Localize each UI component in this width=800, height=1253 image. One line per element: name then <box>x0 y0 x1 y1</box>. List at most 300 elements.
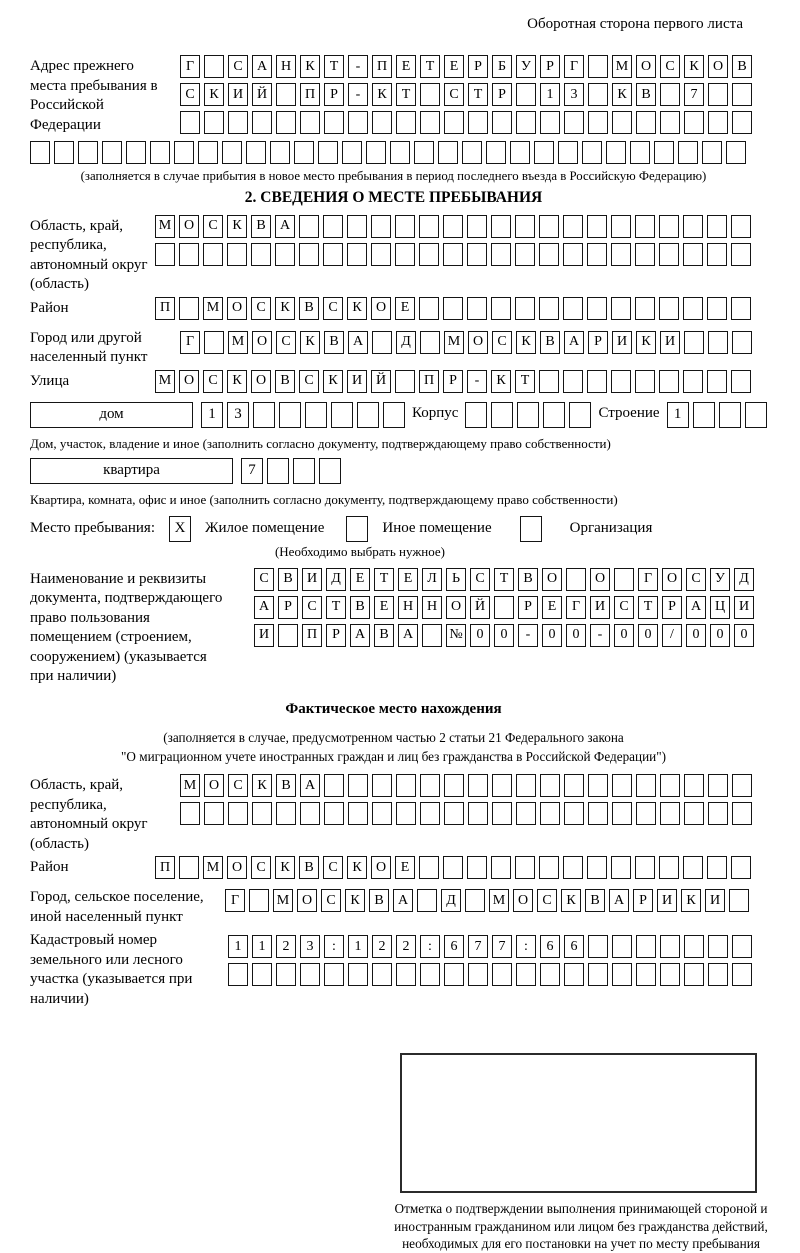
form-cell <box>267 458 289 484</box>
form-cell: И <box>347 370 367 393</box>
form-cell <box>372 774 392 797</box>
form-cell: М <box>203 856 223 879</box>
form-cell <box>563 370 583 393</box>
form-cell <box>660 802 680 825</box>
form-cell: О <box>371 856 391 879</box>
form-cell <box>279 402 301 428</box>
form-cell: 1 <box>540 83 560 106</box>
form-cell <box>227 243 247 266</box>
form-cell <box>203 243 223 266</box>
form-cell <box>222 141 242 164</box>
form-cell <box>371 215 391 238</box>
district-row <box>155 297 757 320</box>
form-cell <box>587 856 607 879</box>
form-cell <box>492 774 512 797</box>
form-cell: О <box>297 889 317 912</box>
form-cell: О <box>590 568 610 591</box>
form-cell: В <box>636 83 656 106</box>
region-row-2 <box>155 243 757 266</box>
form-cell <box>331 402 353 428</box>
form-cell <box>102 141 122 164</box>
form-cell <box>420 83 440 106</box>
form-cell: 1 <box>228 935 248 958</box>
form-cell: Б <box>492 55 512 78</box>
page-side-note: Оборотная сторона первого листа <box>527 16 743 32</box>
form-cell: 7 <box>492 935 512 958</box>
form-cell <box>444 963 464 986</box>
form-cell: А <box>686 596 706 619</box>
district-label: Район <box>30 299 69 316</box>
form-cell <box>587 370 607 393</box>
form-cell: Г <box>180 55 200 78</box>
form-cell <box>467 215 487 238</box>
form-cell <box>708 111 728 134</box>
form-cell <box>540 963 560 986</box>
apartment-note: Квартира, комната, офис и иное (заполнить согласно документу, подтверждающему право собственности) <box>30 491 618 507</box>
form-cell: 1 <box>201 402 223 428</box>
form-cell: К <box>275 297 295 320</box>
form-cell <box>228 111 248 134</box>
form-cell: 2 <box>372 935 392 958</box>
form-cell <box>726 141 746 164</box>
form-cell <box>346 516 368 542</box>
document-row-1 <box>254 568 757 591</box>
form-cell: Т <box>638 596 658 619</box>
form-cell <box>539 215 559 238</box>
form-cell: Д <box>326 568 346 591</box>
form-cell: И <box>657 889 677 912</box>
form-cell <box>347 243 367 266</box>
region-field <box>30 215 757 295</box>
form-cell <box>179 243 199 266</box>
form-cell <box>198 141 218 164</box>
street-field <box>30 370 757 398</box>
form-cell: М <box>489 889 509 912</box>
form-cell: О <box>371 297 391 320</box>
document-row-2 <box>254 596 757 619</box>
form-cell: П <box>372 55 392 78</box>
form-cell <box>684 935 704 958</box>
form-cell <box>324 802 344 825</box>
form-cell <box>443 856 463 879</box>
form-cell <box>515 215 535 238</box>
form-cell: П <box>155 856 175 879</box>
form-cell: А <box>393 889 413 912</box>
form-cell: Й <box>252 83 272 106</box>
form-cell: М <box>444 331 464 354</box>
form-cell <box>516 83 536 106</box>
form-cell <box>731 215 751 238</box>
form-cell <box>419 297 439 320</box>
form-cell: Р <box>278 596 298 619</box>
region-label: Область, край, республика, автономный округ (область) <box>30 217 148 293</box>
form-cell <box>467 243 487 266</box>
form-cell: Л <box>422 568 442 591</box>
apartment-row <box>30 458 757 489</box>
form-cell <box>587 215 607 238</box>
form-cell: В <box>278 568 298 591</box>
form-cell: 0 <box>614 624 634 647</box>
form-cell <box>444 802 464 825</box>
prev-address-note: (заполняется в случае прибытия в новое место пребывания в период последнего въезда в Российскую Федерацию) <box>80 169 707 183</box>
form-cell <box>612 935 632 958</box>
form-cell: О <box>468 331 488 354</box>
form-cell <box>318 141 338 164</box>
cadastral-label: Кадастровый номер земельного или лесного участка (указывается при наличии) <box>30 932 193 1007</box>
form-cell: Т <box>515 370 535 393</box>
form-cell <box>702 141 722 164</box>
form-cell: : <box>324 935 344 958</box>
form-cell <box>515 856 535 879</box>
form-cell <box>563 297 583 320</box>
form-cell: А <box>398 624 418 647</box>
form-cell: С <box>254 568 274 591</box>
form-cell <box>516 963 536 986</box>
form-cell: Е <box>444 55 464 78</box>
form-cell: Р <box>633 889 653 912</box>
form-cell <box>252 963 272 986</box>
form-cell <box>684 963 704 986</box>
form-cell <box>228 963 248 986</box>
law-note-line-1: (заполняется в случае, предусмотренном частью 2 статьи 21 Федерального закона <box>163 729 624 745</box>
form-cell <box>708 802 728 825</box>
form-cell <box>414 141 434 164</box>
form-cell <box>732 802 752 825</box>
form-cell: С <box>323 297 343 320</box>
form-cell <box>660 83 680 106</box>
form-cell <box>563 215 583 238</box>
form-cell: О <box>708 55 728 78</box>
stay-type-note: (Необходимо выбрать нужное) <box>274 543 446 559</box>
form-cell: К <box>681 889 701 912</box>
form-cell: П <box>300 83 320 106</box>
document-label: Наименование и реквизиты документа, подтверждающего право пользования помещением (строением, сооружением) (указывается при наличии) <box>30 570 223 685</box>
form-cell <box>372 331 392 354</box>
form-cell <box>179 297 199 320</box>
form-cell: Р <box>492 83 512 106</box>
form-cell <box>683 215 703 238</box>
form-cell: О <box>179 215 199 238</box>
form-cell <box>468 802 488 825</box>
form-cell <box>278 624 298 647</box>
form-cell: М <box>228 331 248 354</box>
form-cell <box>564 802 584 825</box>
form-cell: Е <box>396 55 416 78</box>
stay-type-option-other: Иное помещение <box>382 520 492 537</box>
stay-type-row <box>30 516 757 542</box>
actual-region-row-2 <box>180 802 757 825</box>
form-cell <box>732 111 752 134</box>
form-cell <box>494 596 514 619</box>
form-cell <box>420 331 440 354</box>
form-cell <box>515 243 535 266</box>
form-cell: Е <box>374 596 394 619</box>
prev-address-row-4 <box>30 141 757 164</box>
form-cell: Г <box>180 331 200 354</box>
form-cell <box>204 331 224 354</box>
form-cell <box>390 141 410 164</box>
form-cell <box>468 774 488 797</box>
form-cell: С <box>660 55 680 78</box>
region-rows <box>155 215 757 271</box>
actual-region-field <box>30 774 757 854</box>
form-cell: С <box>470 568 490 591</box>
stay-type-checkbox-organization <box>520 516 546 542</box>
form-cell: С <box>302 596 322 619</box>
form-cell <box>491 402 513 428</box>
form-cell <box>180 111 200 134</box>
registration-stamp-note: Отметка о подтверждении выполнения принимающей стороной и иностранным гражданином или лицом без гражданства действий, необходимых для его постановки на учет по месту пребывания <box>394 1201 768 1252</box>
form-cell <box>659 370 679 393</box>
form-cell <box>588 83 608 106</box>
form-cell <box>348 774 368 797</box>
form-cell <box>443 297 463 320</box>
form-cell: М <box>180 774 200 797</box>
actual-region-row-1 <box>180 774 757 797</box>
form-cell: С <box>276 331 296 354</box>
form-cell: П <box>155 297 175 320</box>
form-cell: И <box>660 331 680 354</box>
form-cell <box>54 141 74 164</box>
korpus-cells <box>465 402 595 428</box>
form-cell: К <box>323 370 343 393</box>
form-cell: В <box>374 624 394 647</box>
form-cell: Р <box>518 596 538 619</box>
form-cell: Т <box>374 568 394 591</box>
form-cell <box>611 856 631 879</box>
form-cell: 3 <box>300 935 320 958</box>
form-cell: 0 <box>542 624 562 647</box>
form-cell <box>348 963 368 986</box>
form-cell: - <box>348 83 368 106</box>
form-cell <box>150 141 170 164</box>
form-cell <box>510 141 530 164</box>
form-cell <box>396 963 416 986</box>
form-cell <box>420 963 440 986</box>
form-cell <box>324 963 344 986</box>
form-cell: К <box>372 83 392 106</box>
form-cell <box>516 802 536 825</box>
prev-address-field <box>30 55 757 139</box>
stay-type-option-organization: Организация <box>569 520 653 537</box>
stay-type-label: Место пребывания: <box>30 520 155 537</box>
form-cell <box>654 141 674 164</box>
document-field <box>30 568 757 687</box>
house-number-cells <box>201 402 409 428</box>
form-cell: 7 <box>684 83 704 106</box>
form-cell: С <box>251 297 271 320</box>
form-cell <box>660 963 680 986</box>
form-cell: В <box>518 568 538 591</box>
form-cell <box>635 215 655 238</box>
form-cell <box>357 402 379 428</box>
form-cell: В <box>350 596 370 619</box>
form-cell: 0 <box>470 624 490 647</box>
form-cell <box>684 774 704 797</box>
city-row <box>180 331 757 354</box>
form-cell <box>563 243 583 266</box>
form-cell <box>539 297 559 320</box>
form-cell: М <box>155 215 175 238</box>
form-cell <box>467 856 487 879</box>
form-cell <box>612 774 632 797</box>
form-cell <box>731 243 751 266</box>
form-cell: Е <box>398 568 418 591</box>
form-cell <box>276 963 296 986</box>
form-cell <box>438 141 458 164</box>
form-cell <box>516 774 536 797</box>
form-cell <box>569 402 591 428</box>
form-cell <box>342 141 362 164</box>
form-cell: С <box>537 889 557 912</box>
form-cell <box>492 111 512 134</box>
house-type-box: дом <box>30 402 193 428</box>
form-cell: Н <box>398 596 418 619</box>
form-cell <box>417 889 437 912</box>
form-cell <box>539 243 559 266</box>
form-cell <box>582 141 602 164</box>
form-cell: В <box>299 297 319 320</box>
document-row-3 <box>254 624 757 647</box>
form-cell <box>468 111 488 134</box>
form-cell <box>539 856 559 879</box>
form-cell: И <box>228 83 248 106</box>
form-cell: - <box>467 370 487 393</box>
form-cell <box>443 215 463 238</box>
form-cell <box>396 802 416 825</box>
form-cell <box>300 802 320 825</box>
form-cell <box>683 243 703 266</box>
form-cell <box>732 774 752 797</box>
form-cell <box>707 243 727 266</box>
form-cell: М <box>203 297 223 320</box>
form-cell: О <box>446 596 466 619</box>
form-cell <box>588 55 608 78</box>
form-cell: Г <box>564 55 584 78</box>
form-cell <box>30 141 50 164</box>
form-cell <box>678 141 698 164</box>
form-cell <box>587 297 607 320</box>
form-cell: : <box>420 935 440 958</box>
form-cell: 2 <box>276 935 296 958</box>
form-cell <box>543 402 565 428</box>
form-cell: В <box>324 331 344 354</box>
form-cell <box>419 856 439 879</box>
form-cell: А <box>252 55 272 78</box>
cadastral-row-1 <box>228 935 757 958</box>
form-cell <box>249 889 269 912</box>
form-cell <box>300 111 320 134</box>
form-cell: Р <box>662 596 682 619</box>
form-cell: И <box>254 624 274 647</box>
form-cell <box>443 243 463 266</box>
form-cell <box>684 331 704 354</box>
form-cell <box>324 774 344 797</box>
form-cell <box>276 83 296 106</box>
form-cell <box>660 774 680 797</box>
form-cell <box>683 297 703 320</box>
form-cell: К <box>612 83 632 106</box>
form-cell <box>564 963 584 986</box>
form-cell <box>588 935 608 958</box>
form-cell <box>465 889 485 912</box>
form-cell: Г <box>638 568 658 591</box>
form-cell <box>372 111 392 134</box>
form-cell <box>444 774 464 797</box>
actual-location-law-note <box>30 728 757 766</box>
form-cell <box>707 215 727 238</box>
form-cell <box>252 111 272 134</box>
apartment-number-cells <box>241 458 345 484</box>
house-note: Дом, участок, владение и иное (заполнить согласно документу, подтверждающему право собственности) <box>30 435 611 451</box>
form-cell: С <box>614 596 634 619</box>
form-cell <box>324 111 344 134</box>
form-cell <box>155 243 175 266</box>
form-cell <box>78 141 98 164</box>
form-cell <box>564 111 584 134</box>
form-cell: И <box>590 596 610 619</box>
form-cell <box>204 55 224 78</box>
form-cell <box>731 297 751 320</box>
form-cell <box>419 243 439 266</box>
form-cell <box>635 297 655 320</box>
form-cell <box>708 331 728 354</box>
form-cell: Г <box>225 889 245 912</box>
form-cell: А <box>275 215 295 238</box>
form-cell <box>299 215 319 238</box>
form-cell <box>534 141 554 164</box>
form-cell: 7 <box>468 935 488 958</box>
form-cell: В <box>276 774 296 797</box>
form-cell <box>422 624 442 647</box>
form-cell: О <box>252 331 272 354</box>
form-cell <box>707 856 727 879</box>
form-cell <box>566 568 586 591</box>
form-cell: Р <box>588 331 608 354</box>
form-cell <box>558 141 578 164</box>
stay-type-checkbox-residential <box>169 516 195 542</box>
form-cell <box>491 243 511 266</box>
form-cell <box>253 402 275 428</box>
city-label: Город или другой населенный пункт <box>30 329 148 366</box>
form-cell: 0 <box>734 624 754 647</box>
registration-stamp-box <box>400 1053 757 1193</box>
prev-address-label: Адрес прежнего места пребывания в Российской Федерации <box>30 58 158 133</box>
form-cell <box>660 111 680 134</box>
form-cell <box>636 111 656 134</box>
form-cell <box>708 83 728 106</box>
form-cell: 6 <box>444 935 464 958</box>
form-cell: А <box>254 596 274 619</box>
form-cell <box>635 856 655 879</box>
form-cell: № <box>446 624 466 647</box>
form-cell <box>614 568 634 591</box>
form-cell: С <box>180 83 200 106</box>
form-cell <box>683 370 703 393</box>
form-cell <box>491 215 511 238</box>
form-cell <box>564 774 584 797</box>
form-cell <box>252 802 272 825</box>
form-cell <box>520 516 542 542</box>
form-cell <box>180 802 200 825</box>
stroenie-cells <box>667 402 771 428</box>
form-cell <box>540 774 560 797</box>
form-cell <box>491 856 511 879</box>
form-cell: О <box>227 297 247 320</box>
form-cell <box>294 141 314 164</box>
form-cell: 0 <box>710 624 730 647</box>
form-cell: У <box>516 55 536 78</box>
